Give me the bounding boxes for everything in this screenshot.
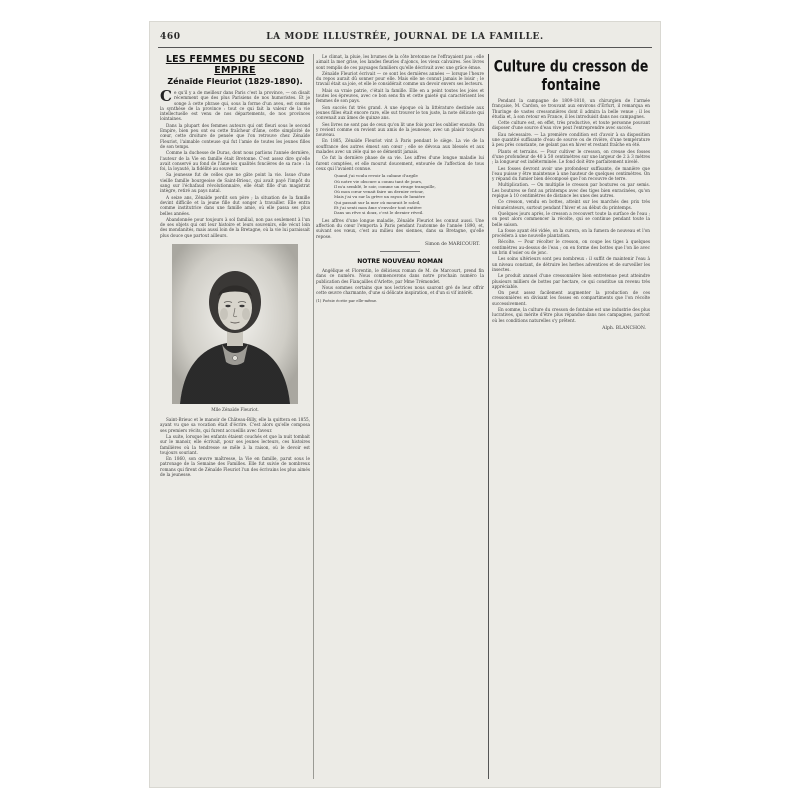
body-paragraph: Sa jeunesse fut de celles que ne gâte point la vie. Issue d'une vieille famille bourgeoise de Saint-Brieuc, qui avait payé l'impôt du sang sur l'échafaud révolutionnaire, elle était fille d'un magistrat intègre, retiré au pays natal. [160, 172, 310, 194]
poem-line: Où notre vie obscure a connu tant de jours, [334, 178, 423, 184]
body-paragraph: Ce fut la dernière phase de sa vie. Les affres d'une longue maladie lui furent comptées, et elle mourut doucement, entourée de l'affection de tous ceux qui l'avaient connue. [316, 155, 484, 171]
body-paragraph: Saint-Brieuc et le manoir de Château-Billy, elle la quittera en 1855, ayant vu que sa vocation était d'écrire. C'est alors qu'elle composa ses premiers récits, qui furent accueillis avec faveur. [160, 417, 310, 433]
body-paragraph: La fosse ayant été vidée, on la curera, on la fumera de nouveau et l'on procédera à une nouvelle plantation. [492, 227, 650, 239]
body-paragraph: Dans la plupart des femmes auteurs qui ont fleuri sous le second Empire, bien peu ont eu cette fraîcheur d'âme, cette simplicité de cœur, cette droiture de pensée que l'on retrouve chez Zénaïde Fleuriot, l'aimable conteuse qui fut l'amie de toutes les jeunes filles de son temps. [160, 122, 310, 149]
body-paragraph: Les soins ultérieurs sont peu nombreux : il suffit de maintenir l'eau à un niveau constant, de détruire les herbes adventices et de surveiller les insectes. [492, 256, 650, 272]
column-divider-left [313, 54, 314, 779]
section-title: LES FEMMES DU SECOND EMPIRE [165, 54, 305, 76]
column-divider-right [488, 54, 489, 779]
column-right [492, 54, 650, 782]
poem-line: Il m'a semblé, le soir, comme un rivage tranquille, [334, 183, 436, 189]
footnote: (1) Poésie écrite par elle-même. [316, 297, 378, 303]
body-paragraph: Récolte. — Pour récolter le cresson, on coupe les tiges à quelques centimètres au-dessus de l'eau ; on en forme des bottes que l'on lie avec un brin d'osier ou de jonc. [492, 239, 650, 256]
body-paragraph: Comme la duchesse de Duras, dont nous parlions l'année dernière, l'auteur de la Vie en famille était Bretonne. C'est assez dire qu'elle avait conservé au fond de l'âme les qualités foncières de sa race : la foi, la loyauté, la fidélité au souvenir. [160, 150, 310, 172]
body-paragraph: On peut assez facilement augmenter la production de ces cressonnières en divisant les fosses en compartiments que l'on récolte successivement. [492, 290, 650, 306]
poem [334, 173, 466, 215]
poem-line: Où mon cœur venait faire un dernier retour, [334, 189, 424, 195]
body-paragraph: En 1885, Zénaïde Fleuriot vint à Paris pendant le siège. La vie de la souffrance des autres émeut son cœur ; elle se dévoua aux blessés et aux malades avec un zèle qui ne se démentit jamais. [316, 138, 484, 155]
portrait-figure [172, 244, 298, 404]
article-title: Culture du cresson de fontaine [493, 56, 649, 94]
running-head [150, 32, 660, 46]
body-paragraph: Eau nécessaire. — La première condition est d'avoir à sa disposition une quantité suffisante d'eau de source ou de rivière, d'une température à peu près constante, ne gelant pas en hiver et restant fraîche en été. [492, 131, 650, 148]
body-paragraph: Les affres d'une longue maladie, Zénaïde Fleuriot les connut aussi. Une affection du cœur l'emporta à Paris pendant l'automne de l'année 1890, et, suivant ses vœux, c'est au milieu des siennes, dans sa Bretagne, qu'elle repose. [316, 217, 484, 239]
column-left [160, 54, 310, 782]
page-number: 460 [160, 32, 181, 42]
poem-line: Quand j'ai voulu revoir la cabane d'argile [334, 173, 418, 179]
author-signature: Simon de MARICOURT. [425, 241, 480, 247]
body-paragraph: Quelques jours après, le cresson a recouvert toute la surface de l'eau ; on peut alors commencer la récolte, qui se continue pendant toute la belle saison. [492, 210, 650, 227]
body-paragraph: Le produit annuel d'une cressonnière bien entretenue peut atteindre plusieurs milliers de bottes par hectare, ce qui constitue un revenu très appréciable. [492, 273, 650, 289]
body-paragraph: Nous sommes certains que nos lectrices nous sauront gré de leur offrir cette œuvre charmante, d'une si délicate inspiration, et d'un si vif intérêt. [316, 284, 484, 296]
magazine-page [150, 22, 660, 787]
poem-line: Et j'ai senti mon âme s'envoler tout entière [334, 205, 422, 211]
body-paragraph: A seize ans, Zénaïde perdit son père ; la situation de la famille devint difficile et la jeune fille dut songer à travailler. Elle entra comme institutrice dans une famille amie, où elle passa ses plus belles années. [160, 194, 310, 216]
body-paragraph: Ses livres ne sont pas de ceux qu'on lit une fois pour les oublier ensuite. On y revient comme on revient aux amis de la jeunesse, avec un plaisir toujours nouveau. [316, 121, 484, 138]
body-paragraph: Pendant la campagne de 1809-1810, un chirurgien de l'armée française, M. Cardon, se trouvant aux environs d'Erfurt, il remarqua en Thuringe de vastes cressonnières dont il admira la belle venue ; il les étudia et, à son retour en France, il les introduisit dans nos campagnes. [492, 98, 650, 119]
body-paragraph: En 1860, son œuvre maîtresse, la Vie en famille, parut sous le patronage de la Semaine des Familles. Elle fut suivie de nombreux romans qui firent de Zénaïde Fleuriot l'un des écrivains les plus aimés de la jeunesse. [160, 456, 310, 477]
header-rule [158, 47, 652, 48]
journal-title: LA MODE ILLUSTRÉE, JOURNAL DE LA FAMILLE. [266, 32, 544, 42]
body-paragraph: Ce cresson, vendu en bottes, atteint sur les marchés des prix très rémunérateurs, surtout pendant l'hiver et au début du printemps. [492, 199, 650, 210]
dropcap: C [160, 87, 172, 105]
body-paragraph: Cette culture est, en effet, très productive, et toute personne pouvant disposer d'une source d'eau vive peut l'entreprendre avec succès. [492, 120, 650, 131]
body-paragraph: La suite, lorsque les enfants étaient couchés et que la nuit tombait sur le manoir, elle écrivait, pour ses jeunes lecteurs, ces histoires familières où la tendresse se mêle à la raison, où le devoir est toujours souriant. [160, 433, 310, 455]
body-paragraph: Le climat, la pluie, les brumes de la côte bretonne ne l'effrayaient pas : elle aimait la mer grise, les landes fleuries d'ajoncs, les vieux calvaires. Ses livres sont remplis de ces paysages familiers qu'elle décrivait avec une grâce émue. [316, 54, 484, 70]
body-paragraph: Mais sa vraie patrie, c'était la famille. Elle en a peint toutes les joies et toutes les épreuves, avec ce bon sens fin et cette gaieté qui caractérisent les femmes de son pays. [316, 87, 484, 104]
poem-line: Qui passait sur la mer où mourait le soleil, [334, 199, 421, 205]
body-paragraph: Abandonnée pour toujours à sol familial, non pas seulement à l'un de ses objets qui ont leur histoire et leurs souvenirs, elle vécut loin des mondanités, mais aussi loin de la Bretagne, où la vie lui paraissait plus douce que partout ailleurs. [160, 216, 310, 238]
body-paragraph: Plants et terrains. — Pour cultiver le cresson, on creuse des fosses d'une profondeur de 40 à 50 centimètres sur une largeur de 2 à 3 mètres ; la longueur est indéterminée. Le fond doit être parfaitement nivelé. [492, 148, 650, 165]
poem-line: Mais j'ai vu sur la grève un rayon de lumière [334, 194, 425, 200]
author-signature: Alph. BLANCHON. [602, 325, 646, 331]
body-paragraph: Les fosses devront avoir une profondeur suffisante, de manière que l'eau puisse y être maintenue à une hauteur de quelques centimètres. On y répand du fumier bien décomposé que l'on recouvre de terre. [492, 165, 650, 182]
body-paragraph: Zénaïde Fleuriot écrivait — ce sont les dernières années — lorsque l'heure du repos aurait dû sonner pour elle. Mais elle ne connut jamais le loisir ; le travail était sa joie, et elle le considérait comme un devoir envers ses lecteurs. [316, 70, 484, 87]
section-subtitle: Zénaïde Fleuriot (1829-1890). [167, 77, 303, 86]
portrait-caption: Mlle Zénaïde Fleuriot. [211, 407, 259, 413]
portrait-engraving [172, 244, 298, 404]
intro-paragraph [160, 87, 310, 122]
novel-heading: NOTRE NOUVEAU ROMAN [357, 258, 443, 266]
intro-text: e qu'il y a de meilleur dans Paris c'est la province, — on disait récemment que des plus Parisiens de nos humoristes. Et je songe à cette phrase qui, sous la forme d'un aveu, est comme la synthèse de la province : tout ce qui fait la valeur de la vie intellectuelle est venu de nos départements, de nos provinces lointaines. [160, 90, 310, 122]
body-paragraph: En somme, la culture du cresson de fontaine est une industrie des plus lucratives, qui mérite d'être plus répandue dans nos campagnes, partout où les conditions naturelles s'y prêtent. [492, 306, 650, 323]
body-paragraph: Angélique et Florentin, le délicieux roman de M. de Marcourt, prend fin dans ce numéro. Nous commencerons dans notre prochain numéro la publication des Fiançailles d'Arlette, par Mme Trémondet. [316, 268, 484, 284]
separator-rule [380, 251, 420, 252]
poem-line: Dans un rêve si doux, c'est le dernier réveil. [334, 210, 424, 216]
body-paragraph: Son succès fut très grand. A une époque où la littérature destinée aux jeunes filles était encore rare, elle sut trouver le ton juste, la note délicate qui convenait aux âmes de quinze ans. [316, 104, 484, 121]
body-paragraph: Multiplication. — On multiplie le cresson par boutures ou par semis. Les boutures se font au printemps avec des tiges bien enracinées, qu'on repique à 10 centimètres de distance les unes des autres. [492, 182, 650, 199]
column-middle [316, 54, 484, 782]
